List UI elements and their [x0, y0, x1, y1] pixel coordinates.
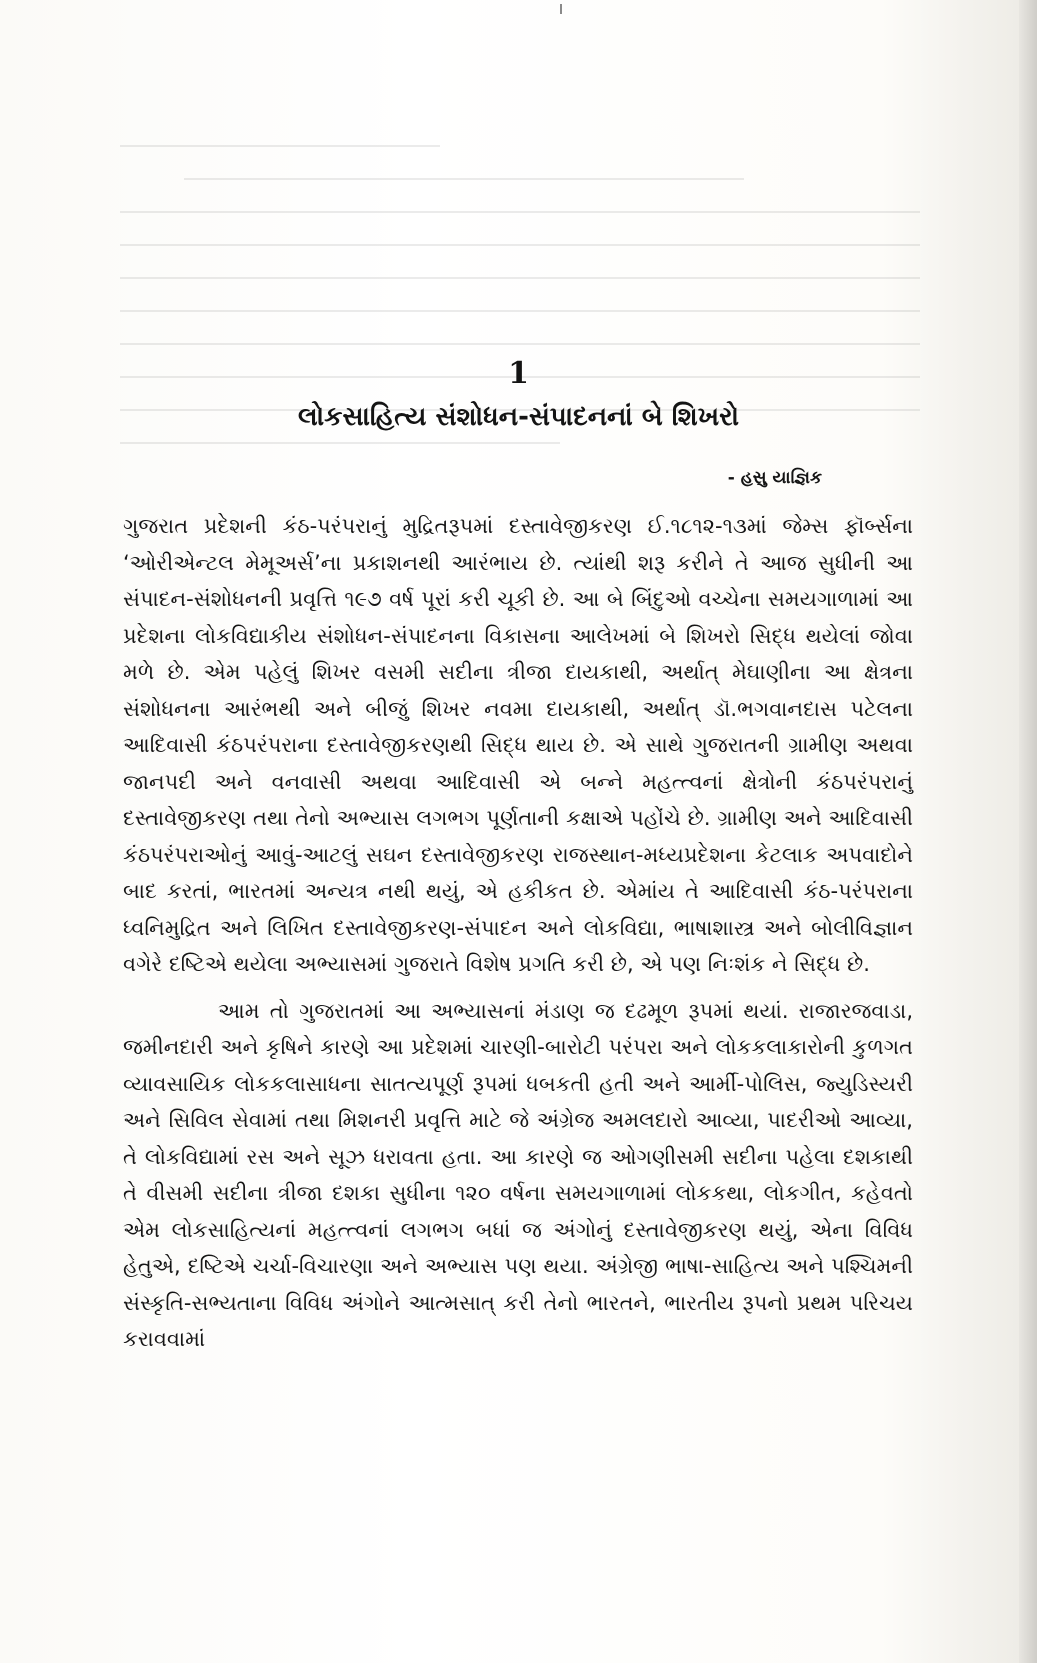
- show-through-text: [120, 145, 920, 505]
- binding-mark: [560, 4, 562, 14]
- paragraph-2: આમ તો ગુજરાતમાં આ અભ્યાસનાં મંડાણ જ દઢમૂળ રૂપમાં થયાં. રાજારજવાડા, જમીનદારી અને કૃષિને કારણે આ પ્રદેશમાં ચારણી-બારોટી પરંપરા અને લોકકલાકારોની કુળગત વ્યાવસાયિક લોકકલાસાધના સાતત્યપૂર્ણ રૂપમાં ધબકતી હતી અને આર્મી-પોલિસ, જ્યુડિસ્યરી અને સિવિલ સેવામાં તથા મિશનરી પ્રવૃત્તિ માટે જે અંગ્રેજ અમલદારો આવ્યા, પાદરીઓ આવ્યા, તે લોકવિદ્યામાં રસ અને સૂઝ ધરાવતા હતા. આ કારણે જ ઓગણીસમી સદીના પહેલા દશકાથી તે વીસમી સદીના ત્રીજા દશકા સુધીના ૧૨૦ વર્ષના સમયગાળામાં લોકકથા, લોકગીત, કહેવતો એમ લોકસાહિત્યનાં મહત્ત્વનાં લગભગ બધાં જ અંગોનું દસ્તાવેજીકરણ થયું, એના વિવિધ હેતુએ, દષ્ટિએ ચર્ચા-વિચારણા અને અભ્યાસ પણ થયા. અંગ્રેજી ભાષા-સાહિત્ય અને પશ્ચિમની સંસ્કૃતિ-સભ્યતાના વિવિધ અંગોને આત્મસાત્ કરી તેનો ભારતને, ભારતીય રૂપનો પ્રથમ પરિચય કરાવવામાં: [123, 998, 913, 1351]
- body-text: [123, 508, 913, 1368]
- chapter-title: લોકસાહિત્ય સંશોધન-સંપાદનનાં બે શિખરો: [297, 402, 740, 432]
- chapter-number: 1: [508, 356, 529, 391]
- page-edge-shadow: [1019, 0, 1037, 1663]
- author-byline: - હસુ યાજ્ઞિક: [727, 468, 822, 488]
- paragraph-1: ગુજરાત પ્રદેશની કંઠ-પરંપરાનું મુદ્રિતરૂપમાં દસ્તાવેજીકરણ ઈ.૧૮૧૨-૧૩માં જેમ્સ ફૉર્બ્સના ‘ઓરીએન્ટલ મેમૂઅર્સ’ના પ્રકાશનથી આરંભાય છે. ત્યાંથી શરૂ કરીને તે આજ સુધીની આ સંપાદન-સંશોધનની પ્રવૃત્તિ ૧૯૭ વર્ષ પૂરાં કરી ચૂકી છે. આ બે બિંદુઓ વચ્ચેના સમયગાળામાં આ પ્રદેશના લોકવિદ્યાકીય સંશોધન-સંપાદનના વિકાસના આલેખમાં બે શિખરો સિદ્ધ થયેલાં જોવા મળે છે. એમ પહેલું શિખર વસમી સદીના ત્રીજા દાયકાથી, અર્થાત્ મેઘાણીના આ ક્ષેત્રના સંશોધનના આરંભથી અને બીજું શિખર નવમા દાયકાથી, અર્થાત્ ડૉ.ભગવાનદાસ પટેલના આદિવાસી કંઠપરંપરાના દસ્તાવેજીકરણથી સિદ્ધ થાય છે. એ સાથે ગુજરાતની ગ્રામીણ અથવા જાનપદી અને વનવાસી અથવા આદિવાસી એ બન્ને મહત્ત્વનાં ક્ષેત્રોની કંઠપરંપરાનું દસ્તાવેજીકરણ તથા તેનો અભ્યાસ લગભગ પૂર્ણતાની કક્ષાએ પહોંચે છે. ગ્રામીણ અને આદિવાસી કંઠપરંપરાઓનું આવું-આટલું સઘન દસ્તાવેજીકરણ રાજસ્થાન-મધ્યપ્રદેશના કેટલાક અપવાદોને બાદ કરતાં, ભારતમાં અન્યત્ર નથી થયું, એ હકીકત છે. એમાંય તે આદિવાસી કંઠ-પરંપરાના ધ્વનિમુદ્રિત અને લિખિત દસ્તાવેજીકરણ-સંપાદન અને લોકવિદ્યા, ભાષાશાસ્ત્ર અને બોલીવિજ્ઞાન વગેરે દષ્ટિએ થયેલા અભ્યાસમાં ગુજરાતે વિશેષ પ્રગતિ કરી છે, એ પણ નિઃશંક ને સિદ્ધ છે.: [123, 514, 913, 976]
